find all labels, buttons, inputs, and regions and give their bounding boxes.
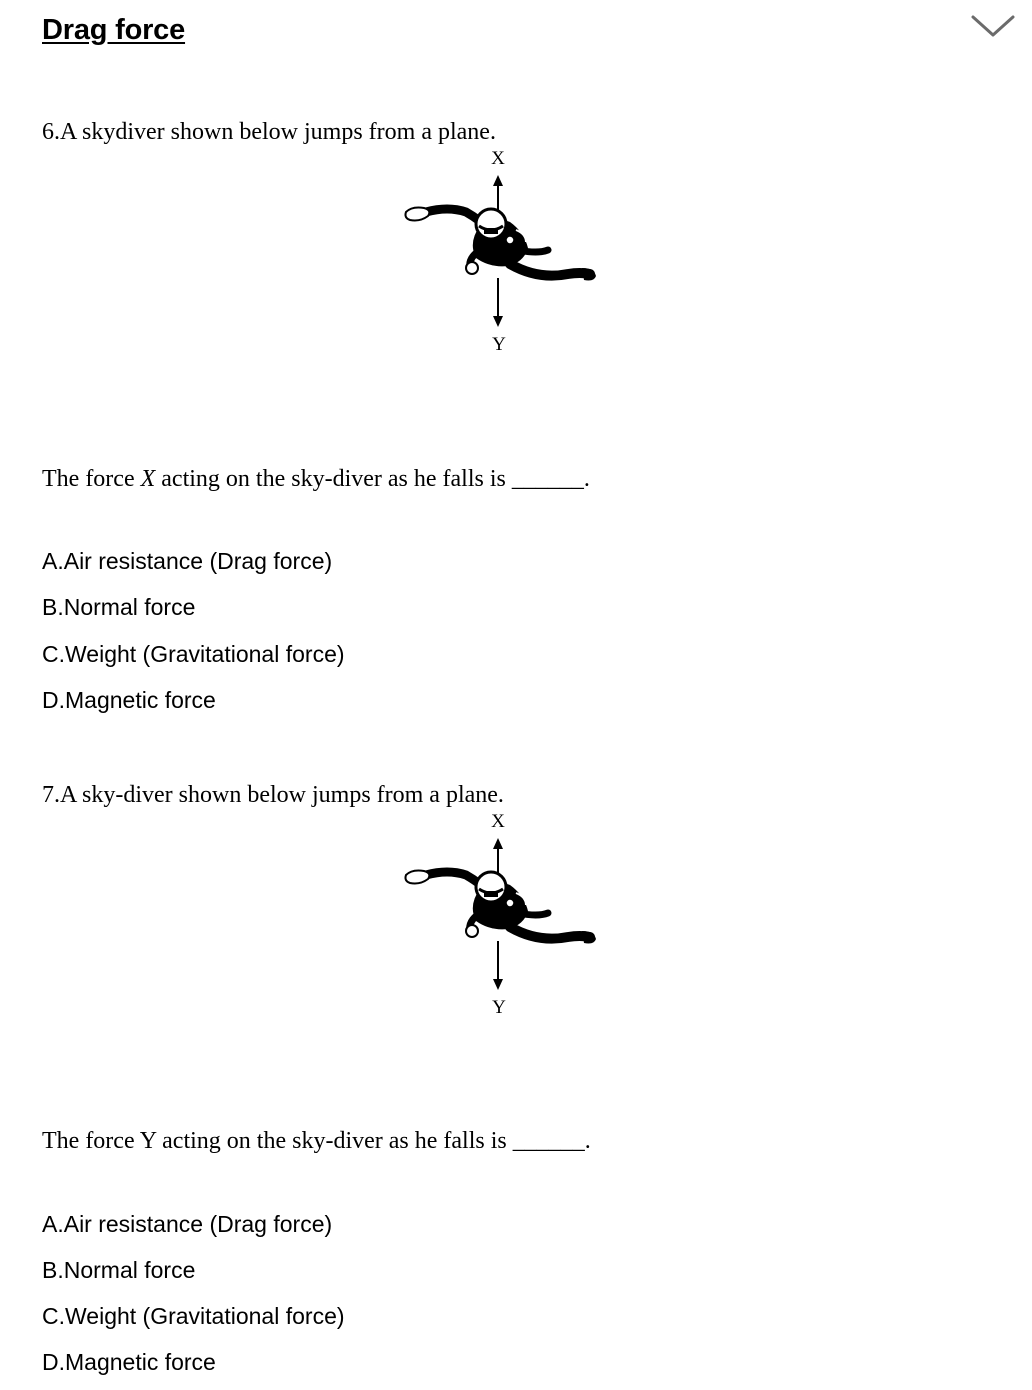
- question-7-option-d[interactable]: D.Magnetic force: [42, 1349, 216, 1375]
- question-6-prompt-after: acting on the sky-diver as he falls is ______.: [155, 466, 590, 492]
- force-y-label: Y: [492, 334, 506, 355]
- page-title: Drag force: [42, 14, 186, 46]
- question-7-figure: [398, 809, 602, 1021]
- question-7-option-c[interactable]: C.Weight (Gravitational force): [42, 1303, 345, 1329]
- question-6-stem: 6.A skydiver shown below jumps from a plane.: [42, 119, 496, 145]
- question-6-prompt-var: X: [140, 466, 156, 492]
- question-7-option-a[interactable]: A.Air resistance (Drag force): [42, 1211, 333, 1237]
- question-6-prompt: [42, 466, 590, 493]
- chevron-down-icon[interactable]: [968, 10, 1018, 42]
- question-7-prompt: The force Y acting on the sky-diver as he falls is ______.: [42, 1128, 591, 1154]
- question-6-figure: [398, 146, 602, 358]
- force-y-label: Y: [492, 997, 506, 1018]
- skydiver-diagram: [398, 146, 602, 358]
- question-7-stem: 7.A sky-diver shown below jumps from a plane.: [42, 782, 504, 808]
- question-6-option-c[interactable]: C.Weight (Gravitational force): [42, 641, 345, 667]
- question-7-option-b[interactable]: B.Normal force: [42, 1257, 196, 1283]
- question-6-option-a[interactable]: A.Air resistance (Drag force): [42, 548, 333, 574]
- question-6-option-b[interactable]: B.Normal force: [42, 594, 196, 620]
- force-x-label: X: [491, 148, 505, 169]
- force-x-label: X: [491, 811, 505, 832]
- question-6-prompt-before: The force: [42, 466, 141, 492]
- question-6-option-d[interactable]: D.Magnetic force: [42, 687, 216, 713]
- skydiver-diagram: [398, 809, 602, 1021]
